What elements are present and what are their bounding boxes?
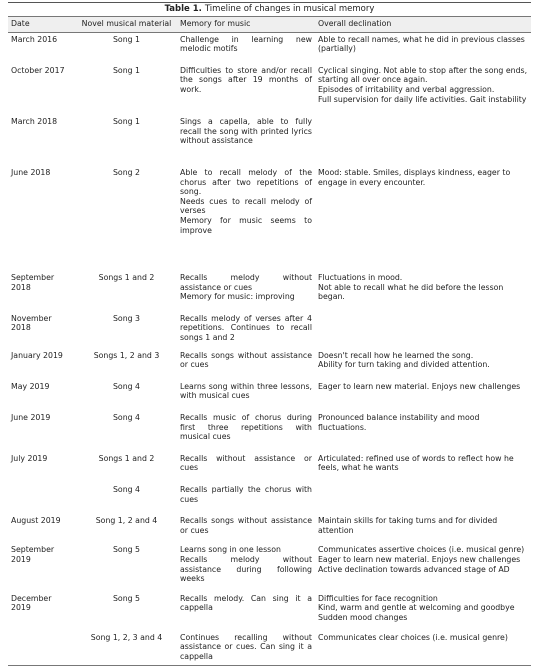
memory-line: Learns song in one lesson: [180, 545, 281, 555]
cell-date: September 2019: [11, 545, 55, 564]
cell-material: Song 5: [112, 593, 141, 603]
cell-date: March 2018: [11, 117, 58, 127]
cell-memory: [177, 380, 315, 411]
table-label: Table 1.: [164, 4, 202, 14]
cell-declination: [315, 631, 531, 666]
memory-line: Sings a capella, able to fully recall the song with printed lyrics without assistance: [180, 117, 312, 146]
cell-date: December 2019: [11, 593, 52, 613]
table-row: [8, 631, 531, 666]
table-row: [8, 166, 531, 271]
cell-memory: [177, 349, 315, 380]
declination-line: Active declination towards advanced stage of AD: [318, 564, 510, 574]
declination-line: Difficulties for face recognition: [318, 593, 438, 603]
table-row: [8, 312, 531, 349]
memory-line: Recalls music of chorus during first three repetitions with musical cues: [180, 413, 312, 442]
cell-declination: [315, 64, 531, 115]
cell-date: May 2019: [11, 381, 50, 391]
table-title: Timeline of changes in musical memory: [204, 4, 375, 14]
cell-material: Songs 1 and 2: [98, 453, 155, 463]
top-rule: [8, 2, 531, 3]
table-row: [8, 115, 531, 166]
table-row: [8, 349, 531, 380]
memory-line: Recalls melody without assistance or cues: [180, 273, 312, 292]
cell-material: Song 1, 2, 3 and 4: [76, 631, 177, 666]
memory-line: Learns song within three lessons, with musical cues: [180, 381, 312, 401]
cell-memory: [177, 411, 315, 452]
declination-line: Mood: stable. Smiles, displays kindness, eager to engage in every encounter.: [318, 167, 511, 187]
cell-date: March 2016: [11, 34, 58, 44]
cell-date: [8, 631, 76, 666]
cell-material: Song 1: [112, 34, 141, 44]
cell-date: September 2018: [11, 273, 55, 292]
memory-line: Recalls melody. Can sing it a cappella: [180, 593, 312, 613]
cell-declination: [315, 452, 531, 483]
memory-line: Continues recalling without assistance or cues. Can sing it a cappella: [180, 632, 312, 661]
cell-date: November 2018: [11, 313, 52, 333]
cell-memory: [177, 452, 315, 483]
cell-memory: [177, 543, 315, 591]
header-material: Novel musical material: [76, 17, 177, 33]
cell-declination: [315, 166, 531, 271]
table-row: [8, 543, 531, 591]
header-row: [8, 17, 531, 33]
cell-memory: [177, 483, 315, 514]
cell-memory: [177, 32, 315, 64]
cell-date: [8, 483, 76, 514]
cell-material: Song 1: [112, 117, 141, 127]
declination-line: Episodes of irritability and verbal aggression.: [318, 84, 495, 94]
cell-declination: [315, 592, 531, 631]
cell-memory: [177, 592, 315, 631]
memory-line: Recalls melody of verses after 4 repetitions. Continues to recall songs 1 and 2: [180, 313, 312, 343]
memory-line: Memory for music seems to improve: [180, 215, 312, 235]
cell-declination: [315, 380, 531, 411]
table-row: [8, 64, 531, 115]
memory-line: Able to recall melody of the chorus after two repetitions of song.: [180, 167, 312, 197]
memory-line: Recalls without assistance or cues: [180, 453, 312, 473]
declination-line: Eager to learn new material. Enjoys new challenges: [318, 554, 521, 564]
table-row: [8, 483, 531, 514]
memory-line: Recalls songs without assistance or cues: [180, 516, 312, 535]
cell-declination: [315, 32, 531, 64]
header-date: Date: [8, 17, 76, 33]
cell-memory: [177, 312, 315, 349]
declination-line: Maintain skills for taking turns and for divided attention: [318, 516, 498, 535]
cell-material: Song 1: [112, 65, 141, 75]
cell-date: July 2019: [11, 453, 48, 463]
memory-line: Recalls partially the chorus with cues: [180, 485, 312, 504]
header-memory: Memory for music: [177, 17, 315, 33]
header-declination: Overall declination: [315, 17, 531, 33]
declination-line: Kind, warm and gentle at welcoming and goodbye: [318, 603, 515, 613]
cell-date: January 2019: [11, 350, 63, 360]
cell-memory: [177, 115, 315, 166]
table-row: [8, 380, 531, 411]
table-body: [8, 32, 531, 666]
declination-line: Cyclical singing. Not able to stop after the song ends, starting all over once again.: [318, 65, 528, 85]
cell-material: Song 4: [112, 413, 141, 423]
cell-declination: [315, 411, 531, 452]
declination-line: Able to recall names, what he did in previous classes (partially): [318, 34, 525, 54]
memory-line: Challenge in learning new melodic motifs: [180, 34, 312, 54]
declination-line: Doesn't recall how he learned the song.: [318, 350, 474, 360]
table-row: [8, 271, 531, 312]
timeline-table: [8, 16, 531, 666]
declination-line: Eager to learn new material. Enjoys new challenges: [318, 381, 521, 391]
declination-line: Communicates assertive choices (i.e. musical genre): [318, 545, 525, 555]
cell-date: October 2017: [11, 65, 65, 75]
declination-line: Pronounced balance instability and mood fluctuations.: [318, 413, 480, 432]
table-caption: [0, 4, 539, 14]
memory-line: Needs cues to recall melody of verses: [180, 196, 312, 216]
cell-material: Song 1, 2 and 4: [95, 516, 158, 526]
table-row: [8, 411, 531, 452]
cell-memory: [177, 514, 315, 543]
cell-material: Song 4: [112, 485, 141, 494]
cell-declination: [315, 271, 531, 312]
declination-line: Fluctuations in mood.: [318, 273, 403, 283]
cell-material: Song 3: [112, 313, 141, 323]
cell-material: Songs 1 and 2: [98, 273, 155, 283]
declination-line: Full supervision for daily life activities. Gait instability: [318, 94, 527, 104]
cell-material: Song 4: [112, 381, 141, 391]
memory-line: Memory for music: improving: [180, 292, 295, 302]
cell-material: Song 2: [112, 167, 141, 177]
cell-material: Songs 1, 2 and 3: [93, 350, 160, 360]
table-row: [8, 514, 531, 543]
cell-material: Song 5: [112, 545, 141, 555]
cell-date: June 2019: [11, 413, 51, 423]
cell-memory: [177, 64, 315, 115]
table-row: [8, 32, 531, 64]
cell-declination: [315, 483, 531, 514]
cell-declination: [315, 115, 531, 166]
cell-memory: [177, 631, 315, 666]
cell-memory: [177, 166, 315, 271]
cell-date: June 2018: [11, 167, 51, 177]
declination-line: Ability for turn taking and divided attention.: [318, 360, 490, 370]
cell-declination: [315, 312, 531, 349]
memory-line: Recalls melody without assistance during following weeks: [180, 554, 312, 584]
declination-line: Not able to recall what he did before the lesson began.: [318, 282, 504, 302]
table-row: [8, 452, 531, 483]
declination-line: Articulated: refined use of words to reflect how he feels, what he wants: [318, 453, 514, 473]
memory-line: Recalls songs without assistance or cues: [180, 350, 312, 370]
declination-line: Sudden mood changes: [318, 612, 408, 622]
cell-memory: [177, 271, 315, 312]
memory-line: Difficulties to store and/or recall the songs after 19 months of work.: [180, 65, 312, 94]
cell-declination: [315, 514, 531, 543]
cell-date: August 2019: [11, 516, 61, 526]
cell-declination: [315, 349, 531, 380]
cell-declination: [315, 543, 531, 591]
table-row: [8, 592, 531, 631]
declination-line: Communicates clear choices (i.e. musical genre): [318, 632, 508, 642]
